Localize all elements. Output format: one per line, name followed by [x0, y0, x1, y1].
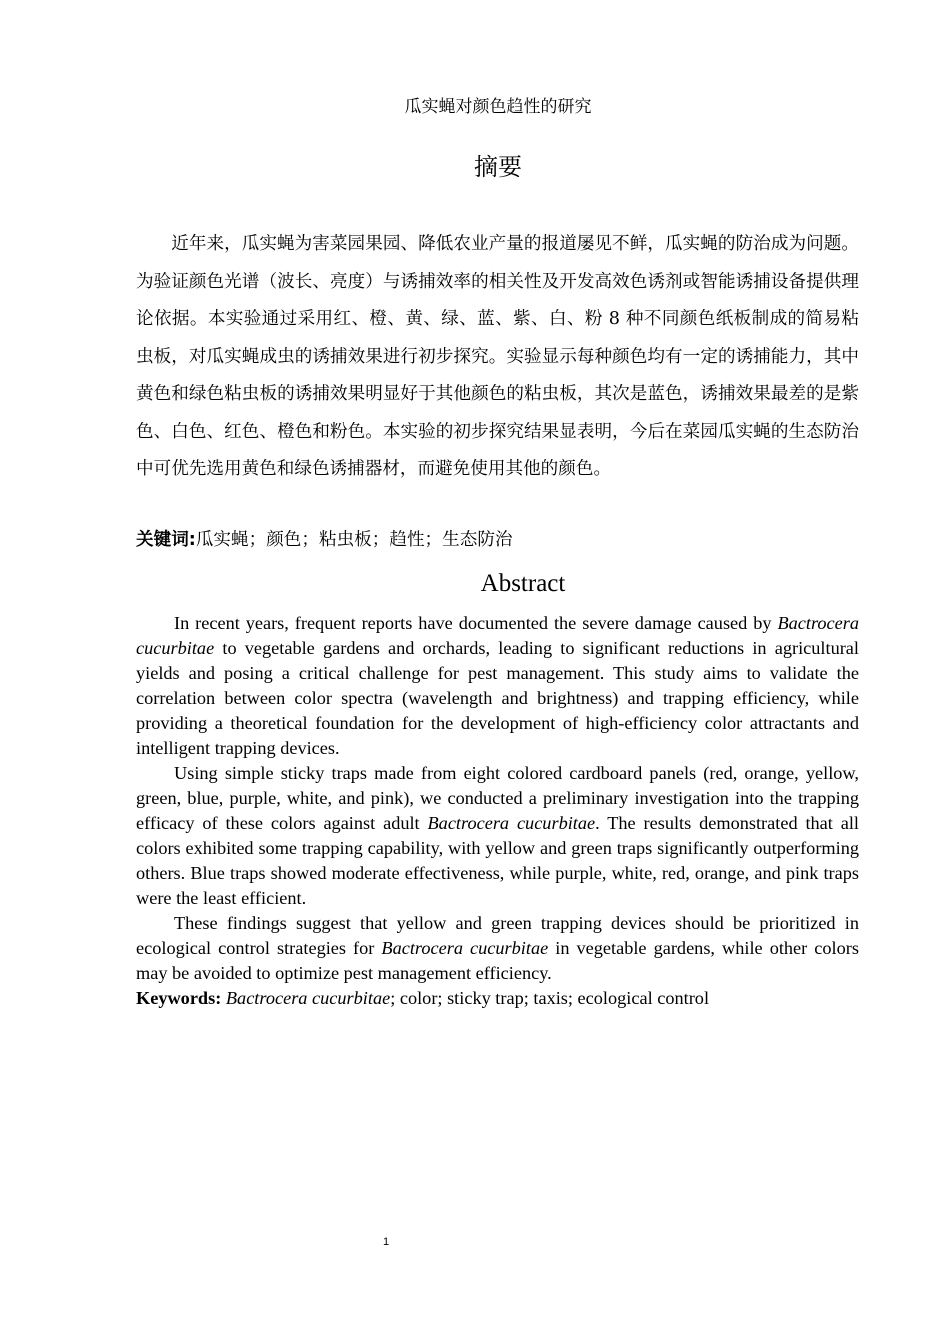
- keywords-line-cn: [136, 526, 859, 554]
- abstract-heading-en: Abstract: [480, 570, 566, 597]
- species-name: Bactrocera cucurbitae: [427, 813, 596, 833]
- paper-title-cn: 瓜实蝇对颜色趋性的研究: [404, 97, 592, 117]
- abstract-paragraph-1: [136, 611, 859, 761]
- species-name: Bactrocera cucurbitae: [136, 613, 859, 658]
- abstract-paragraph-2: [136, 761, 859, 911]
- abstract-paragraph-3: [136, 911, 859, 986]
- paragraph-text: Using simple sticky traps made from eight colored cardboard panels (red, orange, yellow, green, blue, purple, white, and pink), we conducted a preliminary investigation into the trapping efficacy of these colors against adult: [136, 763, 859, 833]
- page-number: 1: [382, 1236, 390, 1248]
- abstract-body-cn: 近年来，瓜实蝇为害菜园果园、降低农业产量的报道屡见不鲜，瓜实蝇的防治成为问题。为验证颜色光谱（波长、亮度）与诱捕效率的相关性及开发高效色诱剂或智能诱捕设备提供理论依据。本实验通过采用红、橙、黄、绿、蓝、紫、白、粉 8 种不同颜色纸板制成的简易粘虫板，对瓜实蝇成虫的诱捕效果进行初步探究。实验显示每种颜色均有一定的诱捕能力，其中黄色和绿色粘虫板的诱捕效果明显好于其他颜色的粘虫板，其次是蓝色，诱捕效果最差的是紫色、白色、红色、橙色和粉色。本实验的初步探究结果显表明，今后在菜园瓜实蝇的生态防治中可优先选用黄色和绿色诱捕器材，而避免使用其他的颜色。: [136, 234, 859, 479]
- keywords-text-en: ; color; sticky trap; taxis; ecological control: [390, 988, 710, 1008]
- paragraph-text: . The results demonstrated that all colors exhibited some trapping capability, with yellow and green traps significantly outperforming others. Blue traps showed moderate effectiveness, while purple, white, red, orange, and pink traps were the least efficient.: [136, 813, 860, 908]
- keywords-label-en: Keywords:: [136, 988, 222, 1008]
- paragraph-text: In recent years, frequent reports have documented the severe damage caused by: [174, 613, 778, 633]
- species-name: Bactrocera cucurbitae: [225, 988, 391, 1008]
- keywords-text-cn: 瓜实蝇；颜色；粘虫板；趋性；生态防治: [195, 530, 513, 550]
- keywords-line-en: [136, 986, 859, 1011]
- keywords-label-cn: 关键词:: [136, 530, 196, 550]
- abstract-heading-cn: 摘要: [474, 153, 522, 181]
- paragraph-text: in vegetable gardens, while other colors may be avoided to optimize pest management efficiency.: [136, 938, 859, 983]
- paragraph-text: to vegetable gardens and orchards, leading to significant reductions in agricultural yields and posing a critical challenge for pest management. This study aims to validate the correlation between color spectra (wavelength and brightness) and trapping efficiency, while providing a theoretical foundation for the development of high-efficiency color attractants and intelligent trapping devices.: [136, 638, 859, 758]
- species-name: Bactrocera cucurbitae: [381, 938, 549, 958]
- paragraph-text: These findings suggest that yellow and green trapping devices should be prioritized in ecological control strategies for: [136, 913, 859, 958]
- abstract-body-en: [136, 611, 859, 1011]
